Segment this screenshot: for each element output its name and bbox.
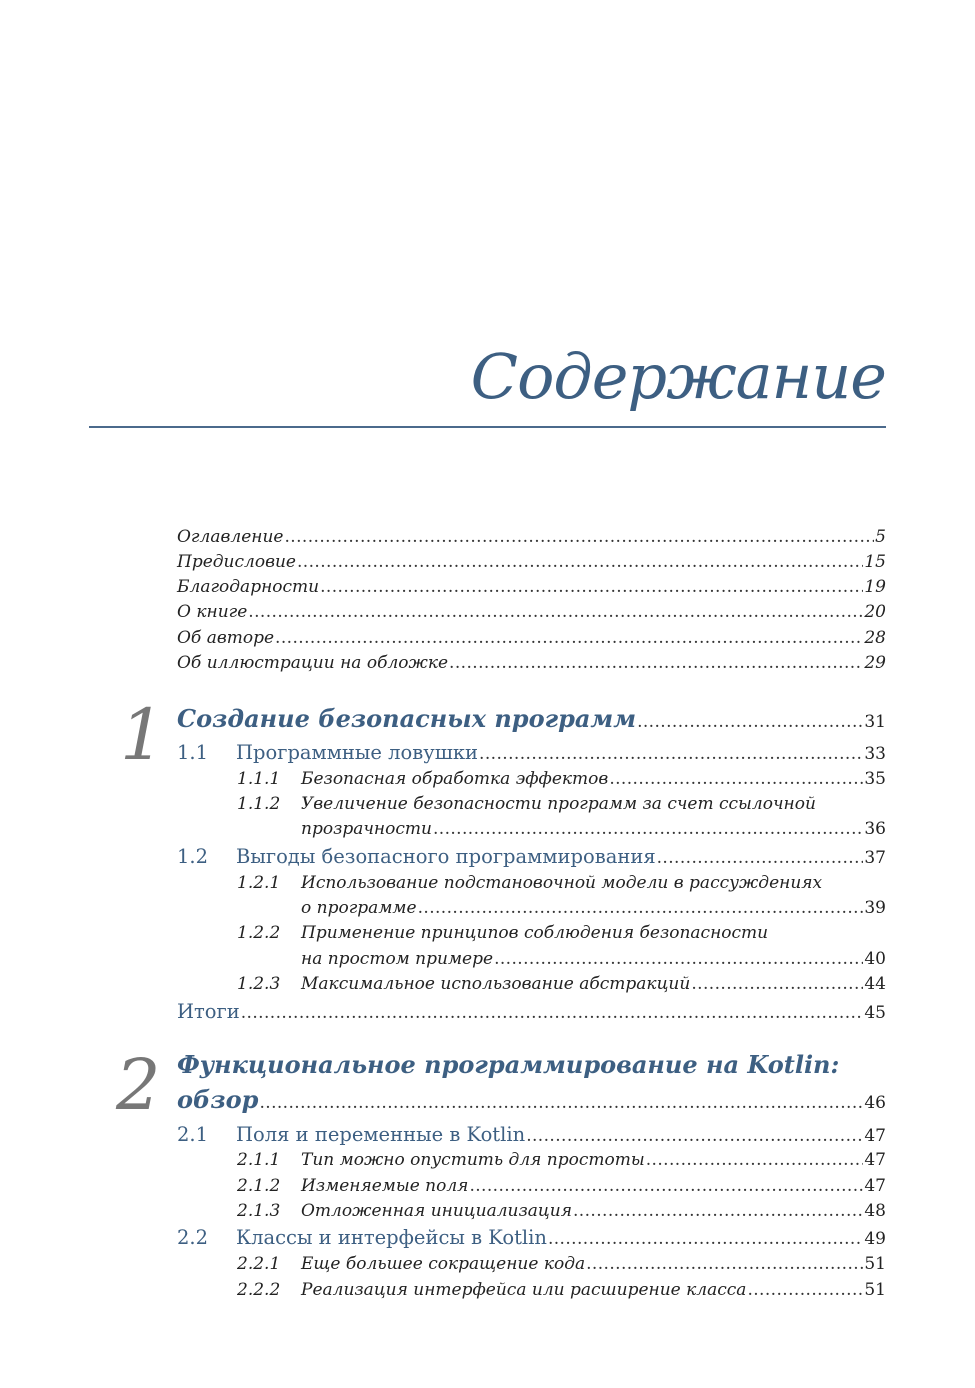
- toc-entry-page: 29: [864, 653, 886, 673]
- toc-subsection[interactable]: [237, 1280, 886, 1300]
- subsection-title: Отложенная инициализация: [301, 1201, 572, 1221]
- title-divider: [89, 426, 886, 428]
- subsection-title-cont: прозрачности: [301, 819, 432, 839]
- dot-leader: [526, 1126, 863, 1146]
- toc-entry-title: Оглавление: [177, 527, 284, 547]
- toc-entry-page: 47: [864, 1126, 886, 1146]
- subsection-title: Реализация интерфейса или расширение класса: [301, 1280, 747, 1300]
- subsection-number: 2.1.1: [237, 1150, 281, 1170]
- subsection-number: 1.2.2: [237, 923, 281, 943]
- subsection-title: Тип можно опустить для простоты: [301, 1150, 645, 1170]
- dot-leader: [494, 949, 863, 969]
- subsection-title: Максимальное использование абстракций: [301, 974, 691, 994]
- subsection-number: 1.2.3: [237, 974, 281, 994]
- toc-subsection-line2[interactable]: [301, 898, 886, 918]
- toc-subsection[interactable]: [237, 974, 886, 994]
- dot-leader: [259, 1093, 863, 1113]
- subsection-title: Увеличение безопасности программ за счет ссылочной: [301, 794, 816, 814]
- toc-entry-page: 47: [864, 1150, 886, 1170]
- dot-leader: [320, 577, 863, 597]
- dot-leader: [637, 712, 863, 732]
- dot-leader: [469, 1176, 863, 1196]
- toc-entry-page: 31: [864, 712, 886, 732]
- subsection-title: Изменяемые поля: [301, 1176, 469, 1196]
- subsection-title-cont: о программе: [301, 898, 417, 918]
- toc-entry-page: 40: [864, 949, 886, 969]
- toc-entry-page: 36: [864, 819, 886, 839]
- section-number: 2.2: [177, 1226, 209, 1249]
- subsection-number: 1.2.1: [237, 873, 281, 893]
- toc-subsection-line2[interactable]: [301, 949, 886, 969]
- subsection-number: 2.2.1: [237, 1254, 281, 1274]
- toc-section[interactable]: [177, 741, 886, 764]
- subsection-title: Использование подстановочной модели в рассуждениях: [301, 873, 823, 893]
- toc-entry-page: 47: [864, 1176, 886, 1196]
- toc-entry-page: 46: [864, 1093, 886, 1113]
- chapter-title: Создание безопасных программ: [177, 704, 637, 733]
- subsection-number: 1.1.1: [237, 769, 281, 789]
- subsection-title: Безопасная обработка эффектов: [301, 769, 609, 789]
- toc-entry-title: О книге: [177, 602, 248, 622]
- dot-leader: [573, 1201, 863, 1221]
- section-title: Классы и интерфейсы в Kotlin: [236, 1226, 547, 1249]
- chapter-title-line2: обзор: [177, 1085, 259, 1114]
- section-title: Поля и переменные в Kotlin: [236, 1123, 526, 1146]
- toc-entry-front[interactable]: [177, 628, 886, 648]
- toc-entry-page: 48: [864, 1201, 886, 1221]
- toc-entry-page: 35: [864, 769, 886, 789]
- subsection-number: 2.1.3: [237, 1201, 281, 1221]
- dot-leader: [691, 974, 863, 994]
- toc-entry-page: 37: [864, 848, 886, 868]
- section-number: 1.2: [177, 845, 209, 868]
- toc-entry-page: 51: [864, 1254, 886, 1274]
- toc-entry-title: Предисловие: [177, 552, 296, 572]
- toc-entry-page: 44: [864, 974, 886, 994]
- toc-entry-page: 49: [864, 1229, 886, 1249]
- dot-leader: [548, 1229, 863, 1249]
- toc-entry-page: 39: [864, 898, 886, 918]
- dot-leader: [284, 527, 874, 547]
- dot-leader: [275, 628, 863, 648]
- toc-subsection[interactable]: [237, 1201, 886, 1221]
- dot-leader: [433, 819, 863, 839]
- toc-entry-page: 51: [864, 1280, 886, 1300]
- toc-subsection-line1[interactable]: [237, 873, 822, 893]
- toc-entry-title: Благодарности: [177, 577, 320, 597]
- dot-leader: [297, 552, 863, 572]
- dot-leader: [479, 744, 863, 764]
- dot-leader: [248, 602, 863, 622]
- subsection-title: Еще большее сокращение кода: [301, 1254, 586, 1274]
- toc-subsection[interactable]: [237, 1254, 886, 1274]
- summary-title: Итоги: [177, 1000, 240, 1023]
- toc-section[interactable]: [177, 845, 886, 868]
- toc-entry-title: Об иллюстрации на обложке: [177, 653, 449, 673]
- toc-entry-page: 15: [864, 552, 886, 572]
- dot-leader: [747, 1280, 863, 1300]
- toc-entry-page: 5: [875, 527, 886, 547]
- subsection-number: 2.2.2: [237, 1280, 281, 1300]
- toc-entry-title: Об авторе: [177, 628, 275, 648]
- subsection-title-cont: на простом примере: [301, 949, 494, 969]
- toc-entry-page: 33: [864, 744, 886, 764]
- section-number: 1.1: [177, 741, 209, 764]
- toc-entry-page: 28: [864, 628, 886, 648]
- chapter-number: 1: [120, 694, 165, 776]
- toc-entry-front[interactable]: [177, 577, 886, 597]
- dot-leader: [609, 769, 863, 789]
- toc-section[interactable]: [177, 1123, 886, 1146]
- subsection-number: 2.1.2: [237, 1176, 281, 1196]
- toc-subsection[interactable]: [237, 1176, 886, 1196]
- subsection-number: 1.1.2: [237, 794, 281, 814]
- subsection-title: Применение принципов соблюдения безопасности: [301, 923, 769, 943]
- dot-leader: [449, 653, 863, 673]
- toc-entry-page: 20: [864, 602, 886, 622]
- toc-section[interactable]: [177, 1226, 886, 1249]
- toc-entry-front[interactable]: [177, 527, 886, 547]
- toc-subsection[interactable]: [237, 769, 886, 789]
- section-number: 2.1: [177, 1123, 209, 1146]
- page-title: Содержание: [470, 340, 886, 413]
- toc-entry-page: 45: [864, 1003, 886, 1023]
- dot-leader: [646, 1150, 864, 1170]
- toc-entry-front[interactable]: [177, 552, 886, 572]
- toc-summary[interactable]: [177, 1000, 886, 1023]
- toc-subsection[interactable]: [237, 1150, 886, 1170]
- dot-leader: [418, 898, 864, 918]
- dot-leader: [657, 848, 864, 868]
- section-title: Программные ловушки: [236, 741, 479, 764]
- chapter-title-line1[interactable]: Функциональное программирование на Kotlin:: [177, 1050, 840, 1079]
- chapter-number: 2: [116, 1044, 161, 1126]
- toc-subsection-line1[interactable]: [237, 794, 816, 814]
- dot-leader: [241, 1003, 864, 1023]
- toc-chapter[interactable]: [177, 1085, 886, 1114]
- toc-entry-front[interactable]: [177, 602, 886, 622]
- toc-subsection-line2[interactable]: [301, 819, 886, 839]
- toc-subsection-line1[interactable]: [237, 923, 768, 943]
- toc-entry-page: 19: [864, 577, 886, 597]
- toc-chapter[interactable]: [177, 704, 886, 733]
- section-title: Выгоды безопасного программирования: [236, 845, 656, 868]
- toc-entry-front[interactable]: [177, 653, 886, 673]
- dot-leader: [586, 1254, 863, 1274]
